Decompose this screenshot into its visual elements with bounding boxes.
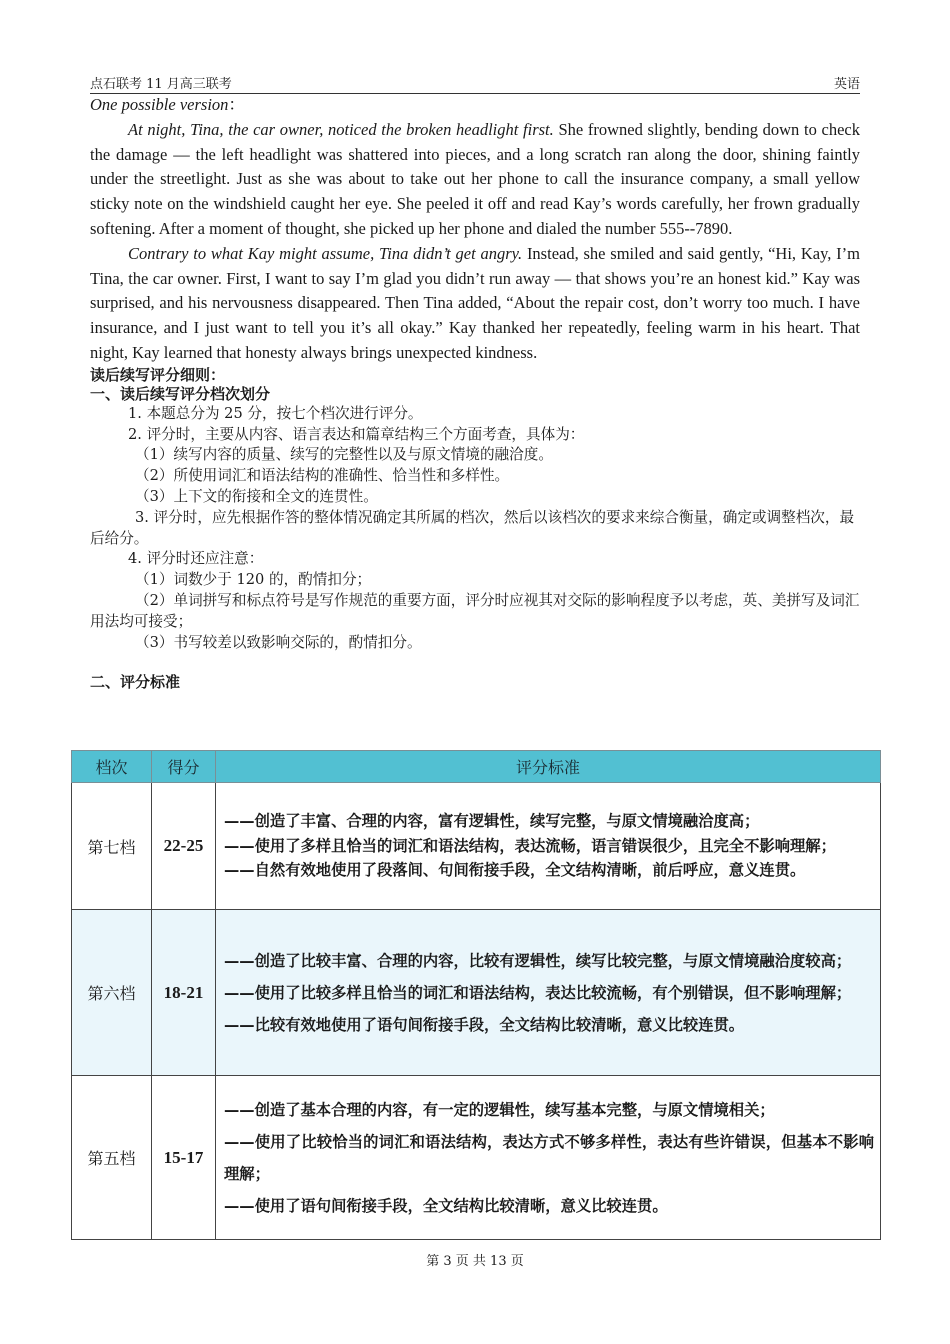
paragraph-2-lead: Contrary to what Kay might assume, Tina didn’t get angry. [128, 243, 523, 263]
score-cell: 18-21 [152, 910, 216, 1076]
rule-item: （1）续写内容的质量、续写的完整性以及与原文情境的融洽度。 [135, 446, 553, 464]
rule-item: 4. 评分时还应注意： [128, 550, 264, 568]
score-cell: 15-17 [152, 1076, 216, 1240]
criteria-line: ——使用了比较恰当的词汇和语法结构，表达方式不够多样性，表达有些许错误，但基本不影响理解； [224, 1132, 874, 1183]
essay-label-text: One possible version [90, 95, 229, 114]
criteria-cell [216, 783, 881, 910]
rule-item: （2）单词拼写和标点符号是写作规范的重要方面，评分时应视其对交际的影响程度予以考虑，英、美拼写及词汇用法均可接受； [90, 591, 860, 630]
level-cell: 第七档 [72, 783, 152, 910]
criteria-cell [216, 910, 881, 1076]
rules-title: 读后续写评分细则： [90, 365, 226, 384]
section-1-heading: 一、读后续写评分档次划分 [90, 384, 271, 403]
essay-label [90, 93, 860, 118]
criteria-line: ——创造了比较丰富、合理的内容，比较有逻辑性，续写比较完整，与原文情境融洽度较高； [224, 951, 852, 970]
rule-item: （1）词数少于 120 的，酌情扣分； [135, 571, 372, 589]
essay-paragraph-2 [90, 242, 860, 366]
rule-item: （3）上下文的衔接和全文的连贯性。 [135, 487, 378, 505]
header-level: 档次 [72, 751, 152, 783]
criteria-line: ——自然有效地使用了段落间、句间衔接手段，全文结构清晰，前后呼应，意义连贯。 [224, 861, 806, 880]
page-footer [0, 1250, 950, 1269]
table-row [72, 910, 881, 1076]
criteria-line: ——使用了比较多样且恰当的词汇和语法结构，表达比较流畅，有个别错误，但不影响理解； [224, 983, 852, 1002]
grading-table [71, 750, 881, 1240]
rule-item: （2）所使用词汇和语法结构的准确性、恰当性和多样性。 [135, 467, 510, 485]
criteria-line: ——创造了基本合理的内容，有一定的逻辑性，续写基本完整，与原文情境相关； [224, 1100, 775, 1119]
rule-item: 1. 本题总分为 25 分，按七个档次进行评分。 [128, 404, 423, 422]
header-criteria: 评分标准 [216, 751, 881, 783]
essay-paragraph-1 [90, 118, 860, 242]
score-cell: 22-25 [152, 783, 216, 910]
table-row [72, 1076, 881, 1240]
level-cell: 第六档 [72, 910, 152, 1076]
criteria-line: ——使用了语句间衔接手段，全文结构比较清晰，意义比较连贯。 [224, 1196, 668, 1215]
criteria-cell [216, 1076, 881, 1240]
criteria-line: ——使用了多样且恰当的词汇和语法结构，表达流畅，语言错误很少，且完全不影响理解； [224, 836, 836, 855]
criteria-line: ——比较有效地使用了语句间衔接手段，全文结构比较清晰，意义比较连贯。 [224, 1015, 745, 1034]
exam-name: 点石联考 11 月高三联考 [90, 77, 232, 92]
table-row [72, 783, 881, 910]
paragraph-2-body: Instead, she smiled and said gently, “Hi, Kay, I’m Tina, the car owner. First, I want to say I’m glad you didn’t run away — that shows you’re an honest kid.” Kay was surprised, and his nervousness disappeared. Then Tina added, “About the repair cost, don’t worry too much. I have insurance, and I just want to tell you it’s all okay.” Kay thanked her repeatedly, feeling warm in his heart. That night, Kay learned that honesty always brings unexpected kindness. [90, 243, 860, 362]
section-2-heading: 二、评分标准 [90, 673, 181, 692]
table-header-row [72, 751, 881, 783]
rules-list [90, 404, 860, 654]
level-cell: 第五档 [72, 1076, 152, 1240]
paragraph-1-body: She frowned slightly, bending down to check the damage — the left headlight was shattered into pieces, and a long scratch ran along the door, shining faintly under the streetlight. Just as she was about to take out her phone to call the insurance company, a small yellow sticky note on the windshield caught her eye. She peeled it off and read Kay’s words carefully, her frown gradually softening. After a moment of thought, she picked up her phone and dialed the number 555--7890. [90, 119, 860, 238]
rule-item: 3. 评分时，应先根据作答的整体情况确定其所属的档次，然后以该档次的要求来综合衡量，确定或调整档次，最后给分。 [90, 508, 855, 547]
rule-item: 2. 评分时，主要从内容、语言表达和篇章结构三个方面考查，具体为： [128, 425, 585, 443]
essay-label-colon: ： [228, 95, 245, 114]
criteria-line: ——创造了丰富、合理的内容，富有逻辑性，续写完整，与原文情境融洽度高； [224, 811, 760, 830]
rule-item: （3）书写较差以致影响交际的，酌情扣分。 [135, 633, 422, 651]
header-score: 得分 [152, 751, 216, 783]
paragraph-1-lead: At night, Tina, the car owner, noticed the broken headlight first. [128, 119, 554, 139]
page-content [90, 93, 860, 692]
page-header [90, 70, 860, 94]
page-number: 第 3 页 共 13 页 [426, 1254, 524, 1269]
model-essay [90, 93, 860, 366]
subject-name: 英语 [833, 77, 860, 92]
